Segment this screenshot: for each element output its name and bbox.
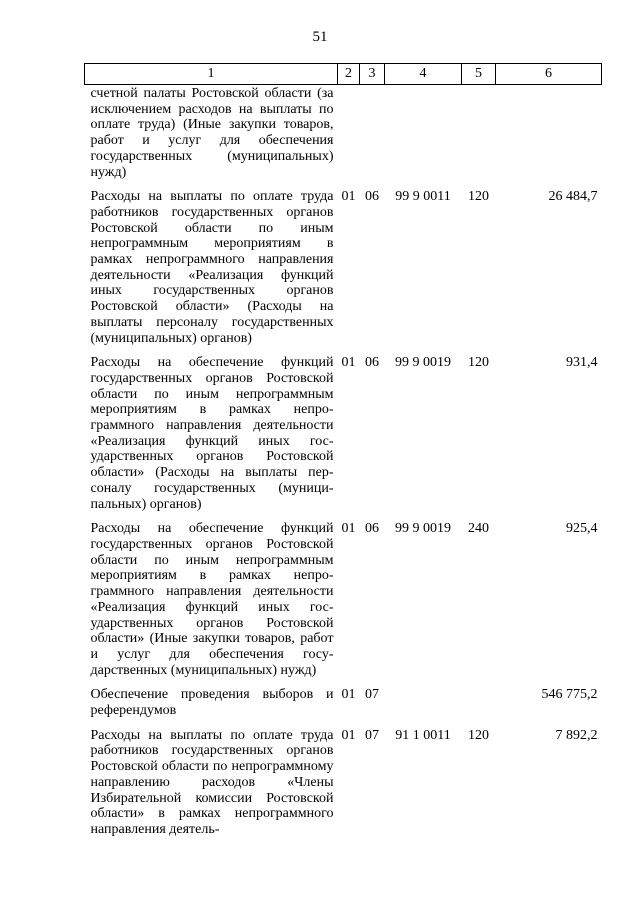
- row-subsection: 07: [365, 727, 379, 743]
- row-section: 01: [341, 727, 356, 743]
- row-type: [462, 687, 496, 727]
- budget-table: [84, 63, 602, 847]
- row-type: 120: [468, 189, 489, 205]
- row-target: 99 9 0019: [395, 521, 451, 537]
- column-header: 4: [385, 64, 462, 85]
- page-number: 51: [312, 29, 328, 45]
- row-target: [385, 85, 462, 190]
- column-header: 1: [85, 64, 338, 85]
- row-section: 01: [341, 355, 356, 371]
- table-row: [85, 687, 602, 727]
- table-row: [85, 521, 602, 687]
- column-header: 2: [338, 64, 360, 85]
- row-description: Обеспечение проведения выборов и референдумов: [90, 687, 334, 719]
- row-section: 01: [341, 687, 356, 703]
- row-amount: 546 775,2: [541, 687, 598, 703]
- row-section: 01: [341, 521, 356, 537]
- row-section: [338, 85, 360, 190]
- row-subsection: 06: [365, 521, 379, 537]
- row-target: 99 9 0019: [395, 355, 451, 371]
- row-amount: 931,4: [566, 355, 598, 371]
- column-header: 5: [462, 64, 496, 85]
- row-target: [385, 687, 462, 727]
- row-amount: 925,4: [566, 521, 598, 537]
- row-subsection: 07: [365, 687, 379, 703]
- row-amount: 7 892,2: [555, 727, 598, 743]
- row-subsection: 06: [365, 189, 379, 205]
- row-description: Расходы на выплаты по оплате труда работников государственных органов Ростовской области по иным непрограммным мероприятиям в рамках непрограммного направления деятельности «Реализация функций иных государственных органов Ростовской области» (Расходы на выплаты персоналу государственных (муниципальных) органов): [90, 189, 334, 346]
- row-type: 120: [468, 355, 489, 371]
- table-row: [85, 189, 602, 355]
- row-description: Расходы на обеспечение функций государственных органов Ростовской области по иным непрограммным мероприятиям в рамках непрограммного направления деятельности «Реализация функций иных государственных органов Ростовской области» (Расходы на выплаты персоналу государственных (муниципальных) органов): [90, 355, 334, 512]
- row-description: счетной палаты Ростовской области (за исключением расходов на выплаты по оплате труда) (Иные закупки товаров, работ и услуг для обеспечения государственных (муниципальных) нужд): [90, 86, 334, 180]
- row-type: 240: [468, 521, 489, 537]
- column-header: 3: [360, 64, 385, 85]
- row-description: Расходы на выплаты по оплате труда работников государственных органов Ростовской области по непрограммному направлению расходов «Члены Избирательной комиссии Ростовской области» в рамках непрограммного направления деятель-: [90, 727, 334, 837]
- row-amount: [496, 85, 602, 190]
- table-row: [85, 85, 602, 190]
- table-row: [85, 728, 602, 847]
- row-subsection: 06: [365, 355, 379, 371]
- row-description: Расходы на обеспечение функций государственных органов Ростовской области по иным непрограммным мероприятиям в рамках непрограммного направления деятельности «Реализация функций иных государственных органов Ростовской области» (Иные закупки товаров, работ и услуг для обеспечения государственных (муниципальных) нужд): [90, 521, 334, 678]
- row-section: 01: [341, 189, 356, 205]
- row-subsection: [360, 85, 385, 190]
- row-amount: 26 484,7: [548, 189, 598, 205]
- row-target: 91 1 0011: [395, 727, 451, 743]
- column-header: 6: [496, 64, 602, 85]
- row-type: 120: [468, 727, 489, 743]
- table-row: [85, 355, 602, 521]
- table-header-row: [85, 64, 602, 85]
- row-type: [462, 85, 496, 190]
- row-target: 99 9 0011: [395, 189, 451, 205]
